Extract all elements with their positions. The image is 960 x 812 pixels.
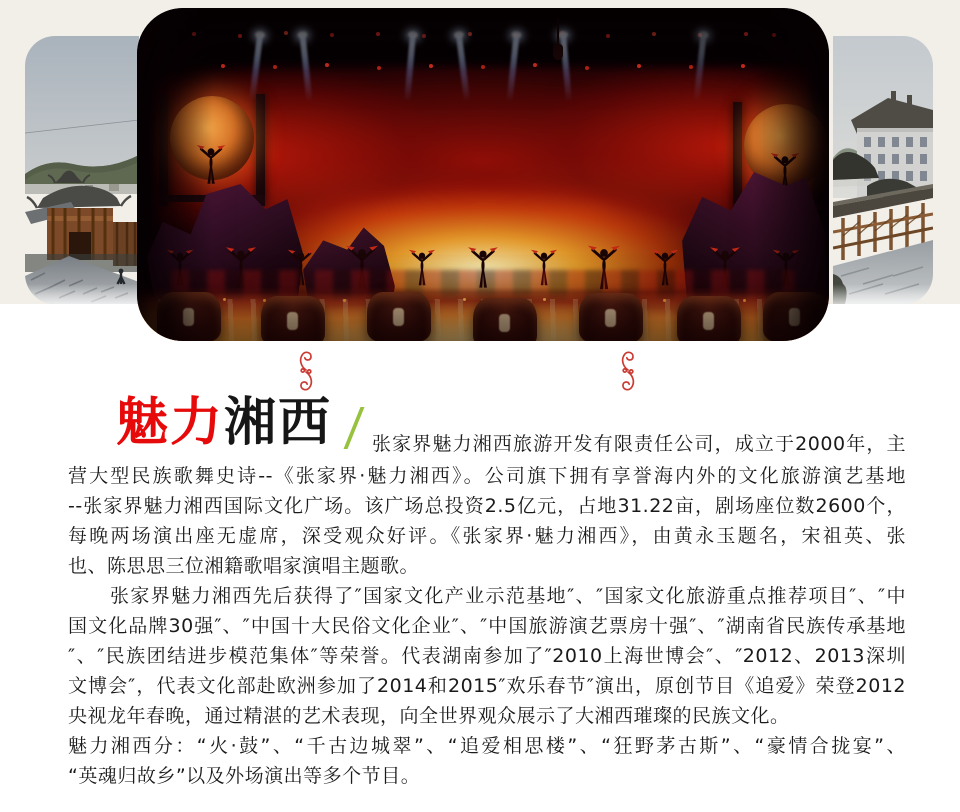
flourish-ornament-icon bbox=[296, 349, 316, 393]
article-line: 也、陈思思三位湘籍歌唱家演唱主题歌。 bbox=[68, 555, 420, 577]
flourish-ornament-icon bbox=[618, 349, 638, 393]
background-photo-left-buildings bbox=[25, 36, 139, 304]
article-line: 张家界魅力湘西先后获得了″国家文化产业示范基地″、″国家文化旅游重点推荐项目″、″中 bbox=[110, 585, 906, 607]
article-line: 国文化品牌30强″、″中国十大民俗文化企业″、″中国旅游演艺票房十强″、″湖南省民族传承基地 bbox=[68, 615, 906, 637]
page-title-rest: 湘西 bbox=[224, 393, 333, 453]
article-line: 魅力湘西分：“火·鼓”、“千古边城翠”、“追爱相思楼”、“狂野茅古斯”、“豪情合拢宴”、 bbox=[68, 735, 906, 757]
article-line: 营大型民族歌舞史诗--《张家界·魅力湘西》。公司旗下拥有享誉海内外的文化旅游演艺基地 bbox=[68, 465, 906, 487]
article-line: “英魂归故乡”以及外场演出等多个节目。 bbox=[68, 765, 421, 787]
right-buildings-illustration bbox=[833, 36, 933, 304]
article-line: 张家界魅力湘西旅游开发有限责任公司，成立于2000年，主 bbox=[372, 433, 906, 455]
background-photo-right-buildings bbox=[833, 36, 933, 304]
page-title-accent: 魅力 bbox=[116, 393, 225, 453]
article-line: --张家界魅力湘西国际文化广场。该广场总投资2.5亿元，占地31.22亩，剧场座位数2600个， bbox=[68, 495, 906, 517]
left-buildings-illustration bbox=[25, 36, 139, 304]
photo-vignette bbox=[137, 8, 829, 341]
article-line: 文博会″，代表文化部赴欧洲参加了2014和2015″欢乐春节″演出，原创节目《追爱》荣登2012 bbox=[68, 675, 906, 697]
article-line: 每晚两场演出座无虚席，深受观众好评。《张家界·魅力湘西》，由黄永玉题名，宋祖英、张 bbox=[68, 525, 906, 547]
stage-performance-photo bbox=[137, 8, 829, 341]
article-line: 央视龙年春晚，通过精湛的艺术表现，向全世界观众展示了大湘西璀璨的民族文化。 bbox=[68, 705, 790, 727]
article-line: ″、″民族团结进步模范集体″等荣誉。代表湖南参加了″2010上海世博会″、″2012、2013深圳 bbox=[68, 645, 906, 667]
article-body bbox=[68, 429, 906, 791]
